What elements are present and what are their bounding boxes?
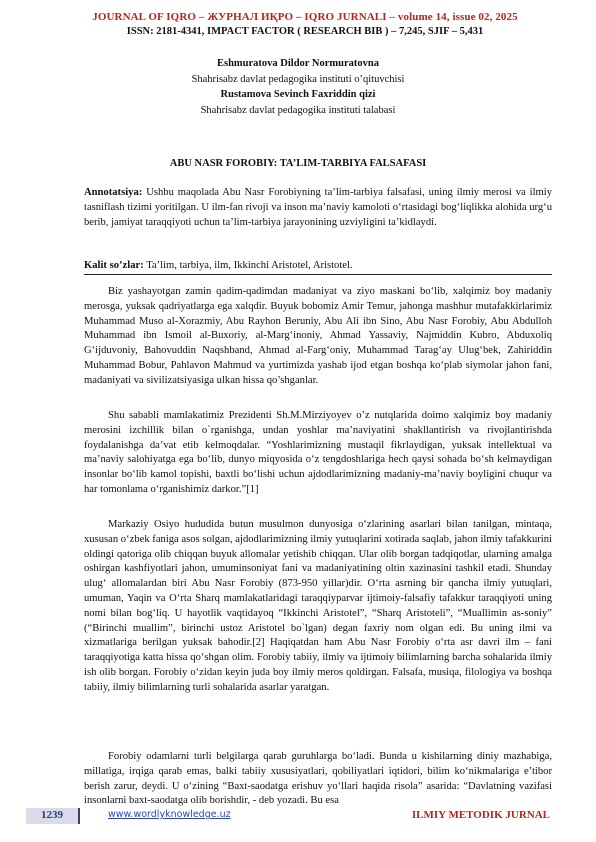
page-number: 1239	[41, 809, 63, 821]
journal-issn: ISSN: 2181-4341, IMPACT FACTOR ( RESEARCH BIB ) – 7,245, SJIF – 5,431	[126, 26, 484, 37]
author-1-affiliation: Shahrisabz davlat pedagogika instituti o’qituvchisi	[191, 73, 405, 85]
author-2-affiliation: Shahrisabz davlat pedagogika instituti talabasi	[200, 104, 396, 116]
abstract	[84, 186, 552, 230]
keywords-label: Kalit so’zlar:	[84, 260, 144, 271]
journal-title: JOURNAL OF IQRO – ЖУРНАЛ ИҚРО – IQRO JURNALI – volume 14, issue 02, 2025	[92, 11, 518, 23]
abstract-label: Annotatsiya:	[84, 187, 143, 198]
keywords	[84, 259, 552, 274]
paragraph-4	[84, 750, 552, 809]
paragraph-1	[84, 285, 552, 389]
footer-journal-name: ILMIY METODIK JURNAL	[411, 809, 550, 821]
paragraph-2	[84, 409, 552, 498]
article-title: ABU NASR FOROBIY: TA’LIM-TARBIYA FALSAFASI	[169, 158, 427, 169]
abstract-text: Ushbu maqolada Abu Nasr Forobiyning ta’lim-tarbiya falsafasi, uning ilmiy merosi va ilmiy tasniflash tizimi yoritilgan. U ilm-fan rivoji va inson ma’naviy kamoloti o‘rtasidagi bog‘liqlikka alohida urg‘u berib, jamiyat taraqqiyoti uchun ta’lim-tarbiya jarayonining uzviyligini ta’kidlaydi.	[84, 187, 552, 228]
author-1-name: Eshmuratova Dildor Normuratovna	[217, 58, 379, 69]
keywords-text: Ta’lim, tarbiya, ilm, Ikkinchi Aristotel, Aristotel.	[146, 260, 353, 271]
paragraph-2-text: Shu sababli mamlakatimiz Prezidenti Sh.M.Mirziyoyev o’z nutqlarida doimo xalqimiz boy madaniy merosini izchillik bilan o`rganishga, undan yoshlar ma’naviyatini shakllantirish va rivojlantirishda foydalanishga da’vat etib kelmoqdalar. “Yoshlarimizning mustaqil fikrlaydigan, yuksak intellektual va ma’naviy salohiyatga ega bo‘lib, dunyo miqyosida o‘z tengdoshlariga hech qaysi sohada bo‘sh kelmaydigan insonlar bo‘lib kamol topishi, baxtli bo‘lishi uchun ajdodlarimizning madaniy-ma’naviy boyligini chuqur va har tomonlama o‘rganishimiz darkor.”[1]	[84, 410, 552, 495]
paragraph-3-text: Markaziy Osiyo hududida butun musulmon dunyosiga o‘zlarining asarlari bilan tanilgan, mintaqa, xususan o‘zbek faniga asos solgan, ajdodlarimizning ilmiy yutuqlarini xotirada saqlab, jahon ilmiy tafakkurini oldingi qatoriga olib chiqqan buyuk allomalar yetishib chiqqan. Ular olib borgan tadqiqotlar, ularning amalga oshirgan kashfiyotlari jahon, umuminsoniyat fani va madaniyatining oltin xazinasini tashkil etadi. Shunday ulug‘ allomalardan biri Abu Nasr Forobiy (873-950 yillar)dir. O‘rta asrning bir qancha ilmiy yutuqlari, umuman, Yaqin va O‘rta Sharq mamlakatlaridagi taraqqiyparvar ijtimoiy-falsafiy tafakkur taraqqiyoti uning nomi bilan bog‘liq. U hayotlik vaqtidayoq “Ikkinchi Aristotel”, “Sharq Aristoteli”, “Muallimin as-soniy” (“Birinchi muallim”, birinchi ustoz Aristotel bo`lgan) degan faxriy nom olgan edi. Bu uning ilmi va xizmatlariga berilgan yuksak bahodir.[2] Haqiqatdan ham Abu Nasr Forobiy o‘rta asr davri ilm – fani taraqqiyotiga katta hissa qo‘shgan olim. Forobiy tabiiy, ilmiy va ijtimoiy bilimlarning barcha sohalarida ilmiy ish olib borgan. Forobiy o‘zidan keyin juda boy ilmiy meros qoldirgan. Falsafa, musiqa, filologiya va boshqa tabiiy, ilmiy bilimlarning turli sohalarida asarlar yaratgan.	[84, 519, 552, 693]
author-2-name: Rustamova Sevinch Faxriddin qizi	[220, 89, 376, 100]
paragraph-1-text: Biz yashayotgan zamin qadim-qadimdan madaniyat va ziyo maskani bo‘lib, xalqimiz boy madaniy merosga, yuksak qadriyatlarga ega xalqdir. Buyuk bobomiz Amir Temur, jahonga mashhur mutafakkirlarimiz Muhammad Muso al-Xorazmiy, Abu Rayhon Beruniy, Abu Ali ibn Sino, Abu Nasr Forobiy, Abu Abdulloh Muhammad ibn Ismoil al-Buxoriy, al-Marg‘inoniy, Ahmad Yassaviy, Najmiddin Kubro, Abduxoliq G‘ijduvoniy, Bahovuddin Naqshband, Ahmad al-Farg‘oniy, Muhammad Tarag‘ay Ulug‘bek, Zahiriddin Muhammad Bobur, Pahlavon Mahmud va yurtimizda yashab ijod etgan boshqa ko‘plab siymolar jahon fani, madaniyati va sivilizatsiyasiga ulkan hissa qo’shganlar.	[84, 286, 552, 386]
footer-website-link[interactable]: www.wordlyknowledge.uz	[108, 809, 231, 820]
paragraph-3	[84, 518, 552, 696]
paragraph-4-text: Forobiy odamlarni turli belgilarga qarab guruhlarga bo‘ladi. Bunda u kishilarning diniy mazhabiga, millatiga, irqiga qarab emas, balki tabiiy xususiyatlari, qobiliyatlari iqtidori, bilim ko‘nikmalariga e’tibor berish zarur, deydi. U o‘zining “Baxt-saodatga erishuv yo‘llari haqida risola” asarida: “Davlatning vazifasi insonlarni baxt-saodatga olib borishdir, - deb yozadi. Bu esa	[84, 751, 552, 807]
keywords-divider	[84, 274, 552, 275]
author-block	[0, 56, 596, 118]
